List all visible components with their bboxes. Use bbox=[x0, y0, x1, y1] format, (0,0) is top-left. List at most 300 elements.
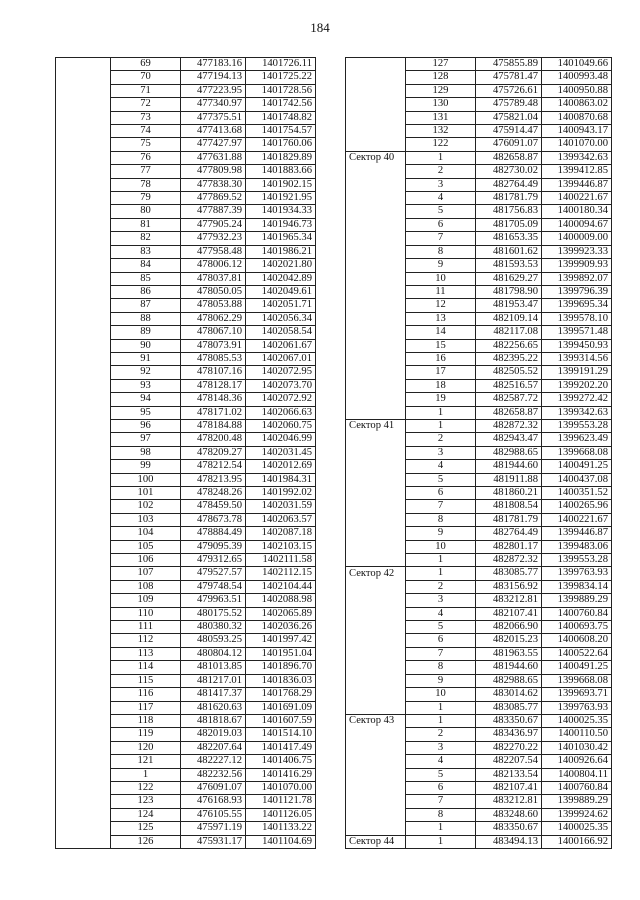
table-row bbox=[56, 527, 316, 540]
point-number-cell: 91 bbox=[111, 352, 181, 365]
sector-cell bbox=[56, 232, 111, 245]
y-coordinate-cell: 1399693.71 bbox=[542, 688, 612, 701]
table-row bbox=[56, 84, 316, 97]
point-number-cell: 95 bbox=[111, 406, 181, 419]
table-row bbox=[56, 808, 316, 821]
point-number-cell: 3 bbox=[406, 178, 476, 191]
y-coordinate-cell: 1399668.08 bbox=[542, 674, 612, 687]
x-coordinate-cell: 482107.41 bbox=[476, 607, 542, 620]
y-coordinate-cell: 1401896.70 bbox=[246, 661, 316, 674]
point-number-cell: 73 bbox=[111, 111, 181, 124]
point-number-cell: 87 bbox=[111, 299, 181, 312]
sector-cell bbox=[346, 218, 406, 231]
sector-cell bbox=[346, 701, 406, 714]
y-coordinate-cell: 1402072.92 bbox=[246, 393, 316, 406]
y-coordinate-cell: 1400693.75 bbox=[542, 621, 612, 634]
y-coordinate-cell: 1400993.48 bbox=[542, 71, 612, 84]
point-number-cell: 102 bbox=[111, 500, 181, 513]
table-row bbox=[346, 728, 612, 741]
y-coordinate-cell: 1400491.25 bbox=[542, 661, 612, 674]
x-coordinate-cell: 482019.03 bbox=[181, 728, 246, 741]
sector-cell bbox=[56, 647, 111, 660]
sector-cell bbox=[346, 111, 406, 124]
sector-cell bbox=[346, 84, 406, 97]
sector-cell bbox=[56, 299, 111, 312]
y-coordinate-cell: 1401951.04 bbox=[246, 647, 316, 660]
y-coordinate-cell: 1399446.87 bbox=[542, 178, 612, 191]
y-coordinate-cell: 1401133.22 bbox=[246, 822, 316, 835]
table-row bbox=[56, 688, 316, 701]
x-coordinate-cell: 483014.62 bbox=[476, 688, 542, 701]
table-row bbox=[346, 446, 612, 459]
x-coordinate-cell: 482207.64 bbox=[181, 741, 246, 754]
sector-cell bbox=[346, 326, 406, 339]
point-number-cell: 104 bbox=[111, 527, 181, 540]
x-coordinate-cell: 482658.87 bbox=[476, 151, 542, 164]
table-row bbox=[346, 192, 612, 205]
table-row bbox=[346, 98, 612, 111]
point-number-cell: 74 bbox=[111, 125, 181, 138]
y-coordinate-cell: 1402049.61 bbox=[246, 285, 316, 298]
sector-cell bbox=[56, 661, 111, 674]
x-coordinate-cell: 482109.14 bbox=[476, 312, 542, 325]
x-coordinate-cell: 482270.22 bbox=[476, 741, 542, 754]
table-row bbox=[346, 232, 612, 245]
x-coordinate-cell: 482764.49 bbox=[476, 178, 542, 191]
y-coordinate-cell: 1401726.11 bbox=[246, 58, 316, 71]
table-row bbox=[346, 674, 612, 687]
point-number-cell: 80 bbox=[111, 205, 181, 218]
y-coordinate-cell: 1401883.66 bbox=[246, 165, 316, 178]
x-coordinate-cell: 481944.60 bbox=[476, 661, 542, 674]
x-coordinate-cell: 481756.83 bbox=[476, 205, 542, 218]
table-row bbox=[346, 58, 612, 71]
x-coordinate-cell: 479312.65 bbox=[181, 554, 246, 567]
sector-cell bbox=[56, 714, 111, 727]
point-number-cell: 1 bbox=[406, 835, 476, 848]
y-coordinate-cell: 1399571.48 bbox=[542, 326, 612, 339]
point-number-cell: 129 bbox=[406, 84, 476, 97]
sector-cell bbox=[56, 218, 111, 231]
table-row bbox=[56, 419, 316, 432]
x-coordinate-cell: 478067.10 bbox=[181, 326, 246, 339]
x-coordinate-cell: 483085.77 bbox=[476, 567, 542, 580]
sector-cell bbox=[56, 379, 111, 392]
point-number-cell: 1 bbox=[406, 406, 476, 419]
x-coordinate-cell: 483248.60 bbox=[476, 808, 542, 821]
sector-cell bbox=[346, 433, 406, 446]
sector-cell bbox=[346, 781, 406, 794]
sector-cell bbox=[56, 701, 111, 714]
table-row bbox=[346, 272, 612, 285]
table-row bbox=[346, 554, 612, 567]
point-number-cell: 79 bbox=[111, 192, 181, 205]
sector-cell bbox=[56, 312, 111, 325]
table-row bbox=[346, 111, 612, 124]
table-row bbox=[56, 701, 316, 714]
sector-cell bbox=[346, 406, 406, 419]
table-row bbox=[56, 741, 316, 754]
table-row bbox=[56, 594, 316, 607]
sector-cell bbox=[346, 755, 406, 768]
sector-cell bbox=[56, 634, 111, 647]
x-coordinate-cell: 476168.93 bbox=[181, 795, 246, 808]
table-row bbox=[56, 218, 316, 231]
point-number-cell: 6 bbox=[406, 218, 476, 231]
x-coordinate-cell: 482207.54 bbox=[476, 755, 542, 768]
point-number-cell: 72 bbox=[111, 98, 181, 111]
x-coordinate-cell: 482516.57 bbox=[476, 379, 542, 392]
x-coordinate-cell: 481593.53 bbox=[476, 259, 542, 272]
sector-cell bbox=[56, 674, 111, 687]
x-coordinate-cell: 482587.72 bbox=[476, 393, 542, 406]
y-coordinate-cell: 1402061.67 bbox=[246, 339, 316, 352]
table-row bbox=[346, 714, 612, 727]
sector-cell bbox=[56, 366, 111, 379]
point-number-cell: 122 bbox=[111, 781, 181, 794]
table-row bbox=[346, 460, 612, 473]
y-coordinate-cell: 1399342.63 bbox=[542, 151, 612, 164]
point-number-cell: 6 bbox=[406, 487, 476, 500]
sector-cell bbox=[56, 768, 111, 781]
x-coordinate-cell: 482015.23 bbox=[476, 634, 542, 647]
y-coordinate-cell: 1401760.06 bbox=[246, 138, 316, 151]
x-coordinate-cell: 481944.60 bbox=[476, 460, 542, 473]
sector-cell bbox=[346, 339, 406, 352]
sector-cell bbox=[56, 406, 111, 419]
sector-cell bbox=[346, 768, 406, 781]
point-number-cell: 3 bbox=[406, 594, 476, 607]
y-coordinate-cell: 1399314.56 bbox=[542, 352, 612, 365]
sector-cell bbox=[346, 393, 406, 406]
y-coordinate-cell: 1400804.11 bbox=[542, 768, 612, 781]
sector-cell bbox=[56, 84, 111, 97]
y-coordinate-cell: 1401997.42 bbox=[246, 634, 316, 647]
y-coordinate-cell: 1400009.00 bbox=[542, 232, 612, 245]
sector-cell bbox=[56, 580, 111, 593]
sector-cell bbox=[346, 527, 406, 540]
point-number-cell: 110 bbox=[111, 607, 181, 620]
point-number-cell: 10 bbox=[406, 688, 476, 701]
y-coordinate-cell: 1400025.35 bbox=[542, 714, 612, 727]
table-row bbox=[56, 835, 316, 848]
y-coordinate-cell: 1401984.31 bbox=[246, 473, 316, 486]
x-coordinate-cell: 481911.88 bbox=[476, 473, 542, 486]
point-number-cell: 5 bbox=[406, 205, 476, 218]
x-coordinate-cell: 481601.62 bbox=[476, 245, 542, 258]
point-number-cell: 120 bbox=[111, 741, 181, 754]
x-coordinate-cell: 478053.88 bbox=[181, 299, 246, 312]
table-row bbox=[56, 460, 316, 473]
table-row bbox=[56, 446, 316, 459]
point-number-cell: 4 bbox=[406, 192, 476, 205]
x-coordinate-cell: 477905.24 bbox=[181, 218, 246, 231]
y-coordinate-cell: 1400950.88 bbox=[542, 84, 612, 97]
x-coordinate-cell: 478248.26 bbox=[181, 487, 246, 500]
sector-cell: Сектор 43 bbox=[346, 714, 406, 727]
x-coordinate-cell: 477869.52 bbox=[181, 192, 246, 205]
table-row bbox=[56, 151, 316, 164]
table-row bbox=[56, 795, 316, 808]
table-row bbox=[56, 473, 316, 486]
table-row bbox=[346, 580, 612, 593]
x-coordinate-cell: 479095.39 bbox=[181, 540, 246, 553]
y-coordinate-cell: 1402087.18 bbox=[246, 527, 316, 540]
y-coordinate-cell: 1401104.69 bbox=[246, 835, 316, 848]
sector-cell bbox=[56, 125, 111, 138]
table-row bbox=[56, 232, 316, 245]
sector-cell bbox=[56, 285, 111, 298]
left-coordinates-table bbox=[55, 57, 316, 849]
x-coordinate-cell: 481798.90 bbox=[476, 285, 542, 298]
y-coordinate-cell: 1402036.26 bbox=[246, 621, 316, 634]
y-coordinate-cell: 1401070.00 bbox=[246, 781, 316, 794]
point-number-cell: 6 bbox=[406, 634, 476, 647]
x-coordinate-cell: 476091.07 bbox=[476, 138, 542, 151]
table-row bbox=[56, 567, 316, 580]
point-number-cell: 17 bbox=[406, 366, 476, 379]
sector-cell bbox=[346, 58, 406, 71]
point-number-cell: 7 bbox=[406, 795, 476, 808]
table-row bbox=[56, 433, 316, 446]
x-coordinate-cell: 478171.02 bbox=[181, 406, 246, 419]
table-row bbox=[346, 808, 612, 821]
point-number-cell: 105 bbox=[111, 540, 181, 553]
point-number-cell: 11 bbox=[406, 285, 476, 298]
point-number-cell: 78 bbox=[111, 178, 181, 191]
y-coordinate-cell: 1400760.84 bbox=[542, 607, 612, 620]
sector-cell bbox=[346, 674, 406, 687]
y-coordinate-cell: 1400110.50 bbox=[542, 728, 612, 741]
point-number-cell: 1 bbox=[406, 567, 476, 580]
sector-cell bbox=[346, 299, 406, 312]
point-number-cell: 106 bbox=[111, 554, 181, 567]
point-number-cell: 8 bbox=[406, 808, 476, 821]
x-coordinate-cell: 475914.47 bbox=[476, 125, 542, 138]
x-coordinate-cell: 478128.17 bbox=[181, 379, 246, 392]
table-row bbox=[56, 125, 316, 138]
y-coordinate-cell: 1401607.59 bbox=[246, 714, 316, 727]
sector-cell bbox=[346, 554, 406, 567]
y-coordinate-cell: 1399889.29 bbox=[542, 594, 612, 607]
table-row bbox=[346, 84, 612, 97]
x-coordinate-cell: 479527.57 bbox=[181, 567, 246, 580]
table-row bbox=[346, 165, 612, 178]
table-row bbox=[346, 245, 612, 258]
point-number-cell: 126 bbox=[111, 835, 181, 848]
sector-cell bbox=[56, 111, 111, 124]
x-coordinate-cell: 478200.48 bbox=[181, 433, 246, 446]
y-coordinate-cell: 1399412.85 bbox=[542, 165, 612, 178]
x-coordinate-cell: 476091.07 bbox=[181, 781, 246, 794]
point-number-cell: 107 bbox=[111, 567, 181, 580]
y-coordinate-cell: 1401934.33 bbox=[246, 205, 316, 218]
x-coordinate-cell: 482395.22 bbox=[476, 352, 542, 365]
point-number-cell: 1 bbox=[406, 419, 476, 432]
table-row bbox=[346, 621, 612, 634]
sector-cell bbox=[56, 500, 111, 513]
sector-cell bbox=[56, 781, 111, 794]
y-coordinate-cell: 1400180.34 bbox=[542, 205, 612, 218]
point-number-cell: 10 bbox=[406, 272, 476, 285]
sector-cell bbox=[346, 487, 406, 500]
sector-cell: Сектор 40 bbox=[346, 151, 406, 164]
x-coordinate-cell: 481860.21 bbox=[476, 487, 542, 500]
y-coordinate-cell: 1399553.28 bbox=[542, 419, 612, 432]
y-coordinate-cell: 1399796.39 bbox=[542, 285, 612, 298]
x-coordinate-cell: 483156.92 bbox=[476, 580, 542, 593]
sector-cell bbox=[56, 741, 111, 754]
point-number-cell: 94 bbox=[111, 393, 181, 406]
y-coordinate-cell: 1399623.49 bbox=[542, 433, 612, 446]
table-row bbox=[56, 285, 316, 298]
table-row bbox=[56, 326, 316, 339]
y-coordinate-cell: 1399202.20 bbox=[542, 379, 612, 392]
y-coordinate-cell: 1401992.02 bbox=[246, 487, 316, 500]
x-coordinate-cell: 483350.67 bbox=[476, 822, 542, 835]
table-row bbox=[56, 71, 316, 84]
point-number-cell: 4 bbox=[406, 755, 476, 768]
x-coordinate-cell: 482943.47 bbox=[476, 433, 542, 446]
table-row bbox=[56, 379, 316, 392]
x-coordinate-cell: 482133.54 bbox=[476, 768, 542, 781]
y-coordinate-cell: 1401946.73 bbox=[246, 218, 316, 231]
sector-cell bbox=[346, 352, 406, 365]
y-coordinate-cell: 1399763.93 bbox=[542, 701, 612, 714]
sector-cell bbox=[56, 473, 111, 486]
table-row bbox=[56, 192, 316, 205]
sector-cell bbox=[346, 165, 406, 178]
table-row bbox=[346, 473, 612, 486]
y-coordinate-cell: 1401514.10 bbox=[246, 728, 316, 741]
sector-cell bbox=[56, 178, 111, 191]
table-row bbox=[56, 500, 316, 513]
point-number-cell: 114 bbox=[111, 661, 181, 674]
table-row bbox=[346, 500, 612, 513]
point-number-cell: 16 bbox=[406, 352, 476, 365]
sector-cell bbox=[56, 621, 111, 634]
y-coordinate-cell: 1400870.68 bbox=[542, 111, 612, 124]
table-row bbox=[56, 138, 316, 151]
y-coordinate-cell: 1399272.42 bbox=[542, 393, 612, 406]
x-coordinate-cell: 482107.41 bbox=[476, 781, 542, 794]
y-coordinate-cell: 1402021.80 bbox=[246, 259, 316, 272]
table-row bbox=[56, 259, 316, 272]
table-row bbox=[346, 755, 612, 768]
sector-cell: Сектор 44 bbox=[346, 835, 406, 848]
table-row bbox=[346, 393, 612, 406]
y-coordinate-cell: 1400094.67 bbox=[542, 218, 612, 231]
table-row bbox=[346, 701, 612, 714]
x-coordinate-cell: 477631.88 bbox=[181, 151, 246, 164]
table-row bbox=[346, 366, 612, 379]
point-number-cell: 92 bbox=[111, 366, 181, 379]
x-coordinate-cell: 483085.77 bbox=[476, 701, 542, 714]
x-coordinate-cell: 480175.52 bbox=[181, 607, 246, 620]
y-coordinate-cell: 1402056.34 bbox=[246, 312, 316, 325]
y-coordinate-cell: 1402058.54 bbox=[246, 326, 316, 339]
point-number-cell: 1 bbox=[406, 701, 476, 714]
y-coordinate-cell: 1402046.99 bbox=[246, 433, 316, 446]
point-number-cell: 109 bbox=[111, 594, 181, 607]
x-coordinate-cell: 481781.79 bbox=[476, 192, 542, 205]
sector-cell bbox=[346, 272, 406, 285]
table-row bbox=[56, 822, 316, 835]
table-row bbox=[346, 647, 612, 660]
x-coordinate-cell: 478673.78 bbox=[181, 513, 246, 526]
point-number-cell: 119 bbox=[111, 728, 181, 741]
sector-cell bbox=[56, 728, 111, 741]
table-row bbox=[346, 433, 612, 446]
y-coordinate-cell: 1402065.89 bbox=[246, 607, 316, 620]
y-coordinate-cell: 1401691.09 bbox=[246, 701, 316, 714]
table-row bbox=[56, 768, 316, 781]
y-coordinate-cell: 1401829.89 bbox=[246, 151, 316, 164]
x-coordinate-cell: 477958.48 bbox=[181, 245, 246, 258]
sector-cell bbox=[346, 741, 406, 754]
x-coordinate-cell: 481808.54 bbox=[476, 500, 542, 513]
y-coordinate-cell: 1399446.87 bbox=[542, 527, 612, 540]
y-coordinate-cell: 1402112.15 bbox=[246, 567, 316, 580]
point-number-cell: 84 bbox=[111, 259, 181, 272]
sector-cell bbox=[346, 245, 406, 258]
table-row bbox=[346, 419, 612, 432]
sector-cell bbox=[56, 688, 111, 701]
y-coordinate-cell: 1401725.22 bbox=[246, 71, 316, 84]
x-coordinate-cell: 477427.97 bbox=[181, 138, 246, 151]
sector-cell bbox=[56, 607, 111, 620]
table-row bbox=[346, 326, 612, 339]
sector-cell bbox=[56, 419, 111, 432]
x-coordinate-cell: 481013.85 bbox=[181, 661, 246, 674]
sector-cell bbox=[346, 71, 406, 84]
y-coordinate-cell: 1399889.29 bbox=[542, 795, 612, 808]
point-number-cell: 14 bbox=[406, 326, 476, 339]
table-row bbox=[346, 259, 612, 272]
point-number-cell: 2 bbox=[406, 580, 476, 593]
sector-cell bbox=[56, 795, 111, 808]
sector-cell bbox=[56, 554, 111, 567]
table-row bbox=[56, 714, 316, 727]
x-coordinate-cell: 477183.16 bbox=[181, 58, 246, 71]
point-number-cell: 1 bbox=[111, 768, 181, 781]
y-coordinate-cell: 1399191.29 bbox=[542, 366, 612, 379]
table-row bbox=[56, 366, 316, 379]
table-row bbox=[346, 567, 612, 580]
x-coordinate-cell: 481953.47 bbox=[476, 299, 542, 312]
point-number-cell: 103 bbox=[111, 513, 181, 526]
table-row bbox=[56, 299, 316, 312]
x-coordinate-cell: 481620.63 bbox=[181, 701, 246, 714]
sector-cell bbox=[346, 728, 406, 741]
y-coordinate-cell: 1400025.35 bbox=[542, 822, 612, 835]
point-number-cell: 3 bbox=[406, 446, 476, 459]
sector-cell bbox=[56, 151, 111, 164]
point-number-cell: 90 bbox=[111, 339, 181, 352]
point-number-cell: 100 bbox=[111, 473, 181, 486]
sector-cell bbox=[56, 822, 111, 835]
point-number-cell: 127 bbox=[406, 58, 476, 71]
table-row bbox=[56, 272, 316, 285]
point-number-cell: 69 bbox=[111, 58, 181, 71]
point-number-cell: 7 bbox=[406, 232, 476, 245]
sector-cell bbox=[346, 312, 406, 325]
table-row bbox=[56, 634, 316, 647]
point-number-cell: 128 bbox=[406, 71, 476, 84]
y-coordinate-cell: 1401965.34 bbox=[246, 232, 316, 245]
y-coordinate-cell: 1402031.59 bbox=[246, 500, 316, 513]
y-coordinate-cell: 1401986.21 bbox=[246, 245, 316, 258]
